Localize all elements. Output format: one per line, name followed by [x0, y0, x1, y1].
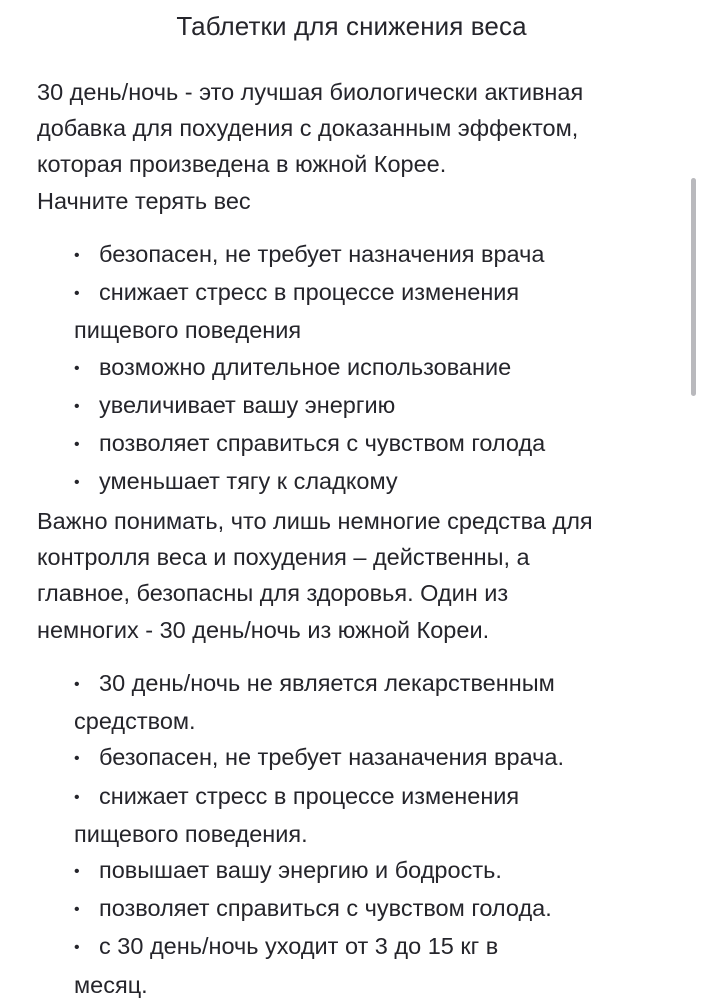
bullet-icon: •	[74, 901, 80, 919]
bullet-icon: •	[74, 247, 80, 264]
bullet-icon: •	[74, 863, 80, 881]
page-title: Таблетки для снижения веса	[176, 11, 527, 41]
info-line: главное, безопасны для здоровья. Один из	[37, 580, 509, 607]
bullet-icon: •	[74, 359, 80, 377]
vertical-scrollbar[interactable]	[691, 178, 696, 396]
list-item: • позволяет справиться с чувством голода	[74, 425, 674, 463]
facts-list	[74, 665, 674, 1003]
intro-line: Начните терять вес	[37, 187, 251, 214]
intro-line: 30 день/ночь - это лучшая биологически активная	[37, 79, 584, 105]
info-line: немногих - 30 день/ночь из южной Кореи.	[37, 616, 490, 643]
list-item-continuation: пищевого поведения.	[74, 820, 308, 847]
list-item: • с 30 день/ночь уходит от 3 до 15 кг в	[74, 928, 674, 966]
info-paragraph	[37, 503, 677, 648]
list-item: • снижает стресс в процессе изменения	[74, 274, 674, 312]
bullet-icon: •	[74, 285, 80, 303]
list-item: • безопасен, не требует назаначения врача.	[74, 739, 674, 777]
intro-line: которая произведена в южной Корее.	[37, 151, 447, 178]
bullet-icon: •	[74, 474, 80, 492]
bullet-icon: •	[74, 676, 80, 693]
bullet-icon: •	[74, 750, 80, 768]
list-item: • позволяет справиться с чувством голода.	[74, 890, 674, 928]
list-item: • уменьшает тягу к сладкому	[74, 463, 674, 501]
list-item: • возможно длительное использование	[74, 349, 674, 387]
info-line: Важно понимать, что лишь немногие средства для	[37, 508, 593, 534]
benefits-list	[74, 236, 674, 501]
list-item-continuation: пищевого поведения	[74, 317, 302, 344]
bullet-icon: •	[74, 397, 80, 415]
list-item: • увеличивает вашу энергию	[74, 387, 674, 425]
intro-line: добавка для похудения с доказанным эффектом,	[37, 115, 579, 142]
info-line: контролля веса и похудения – действенны, а	[37, 544, 530, 571]
bullet-icon: •	[74, 436, 80, 454]
list-item: • снижает стресс в процессе изменения	[74, 778, 674, 816]
list-item: • повышает вашу энергию и бодрость.	[74, 852, 674, 890]
list-item-continuation: месяц.	[74, 971, 148, 998]
list-item: • безопасен, не требует назначения врача	[74, 236, 674, 274]
intro-paragraph	[37, 74, 677, 219]
bullet-icon: •	[74, 939, 80, 957]
list-item-continuation: средством.	[74, 708, 196, 735]
bullet-icon: •	[74, 788, 80, 806]
list-item: • 30 день/ночь не является лекарственным	[74, 665, 674, 703]
